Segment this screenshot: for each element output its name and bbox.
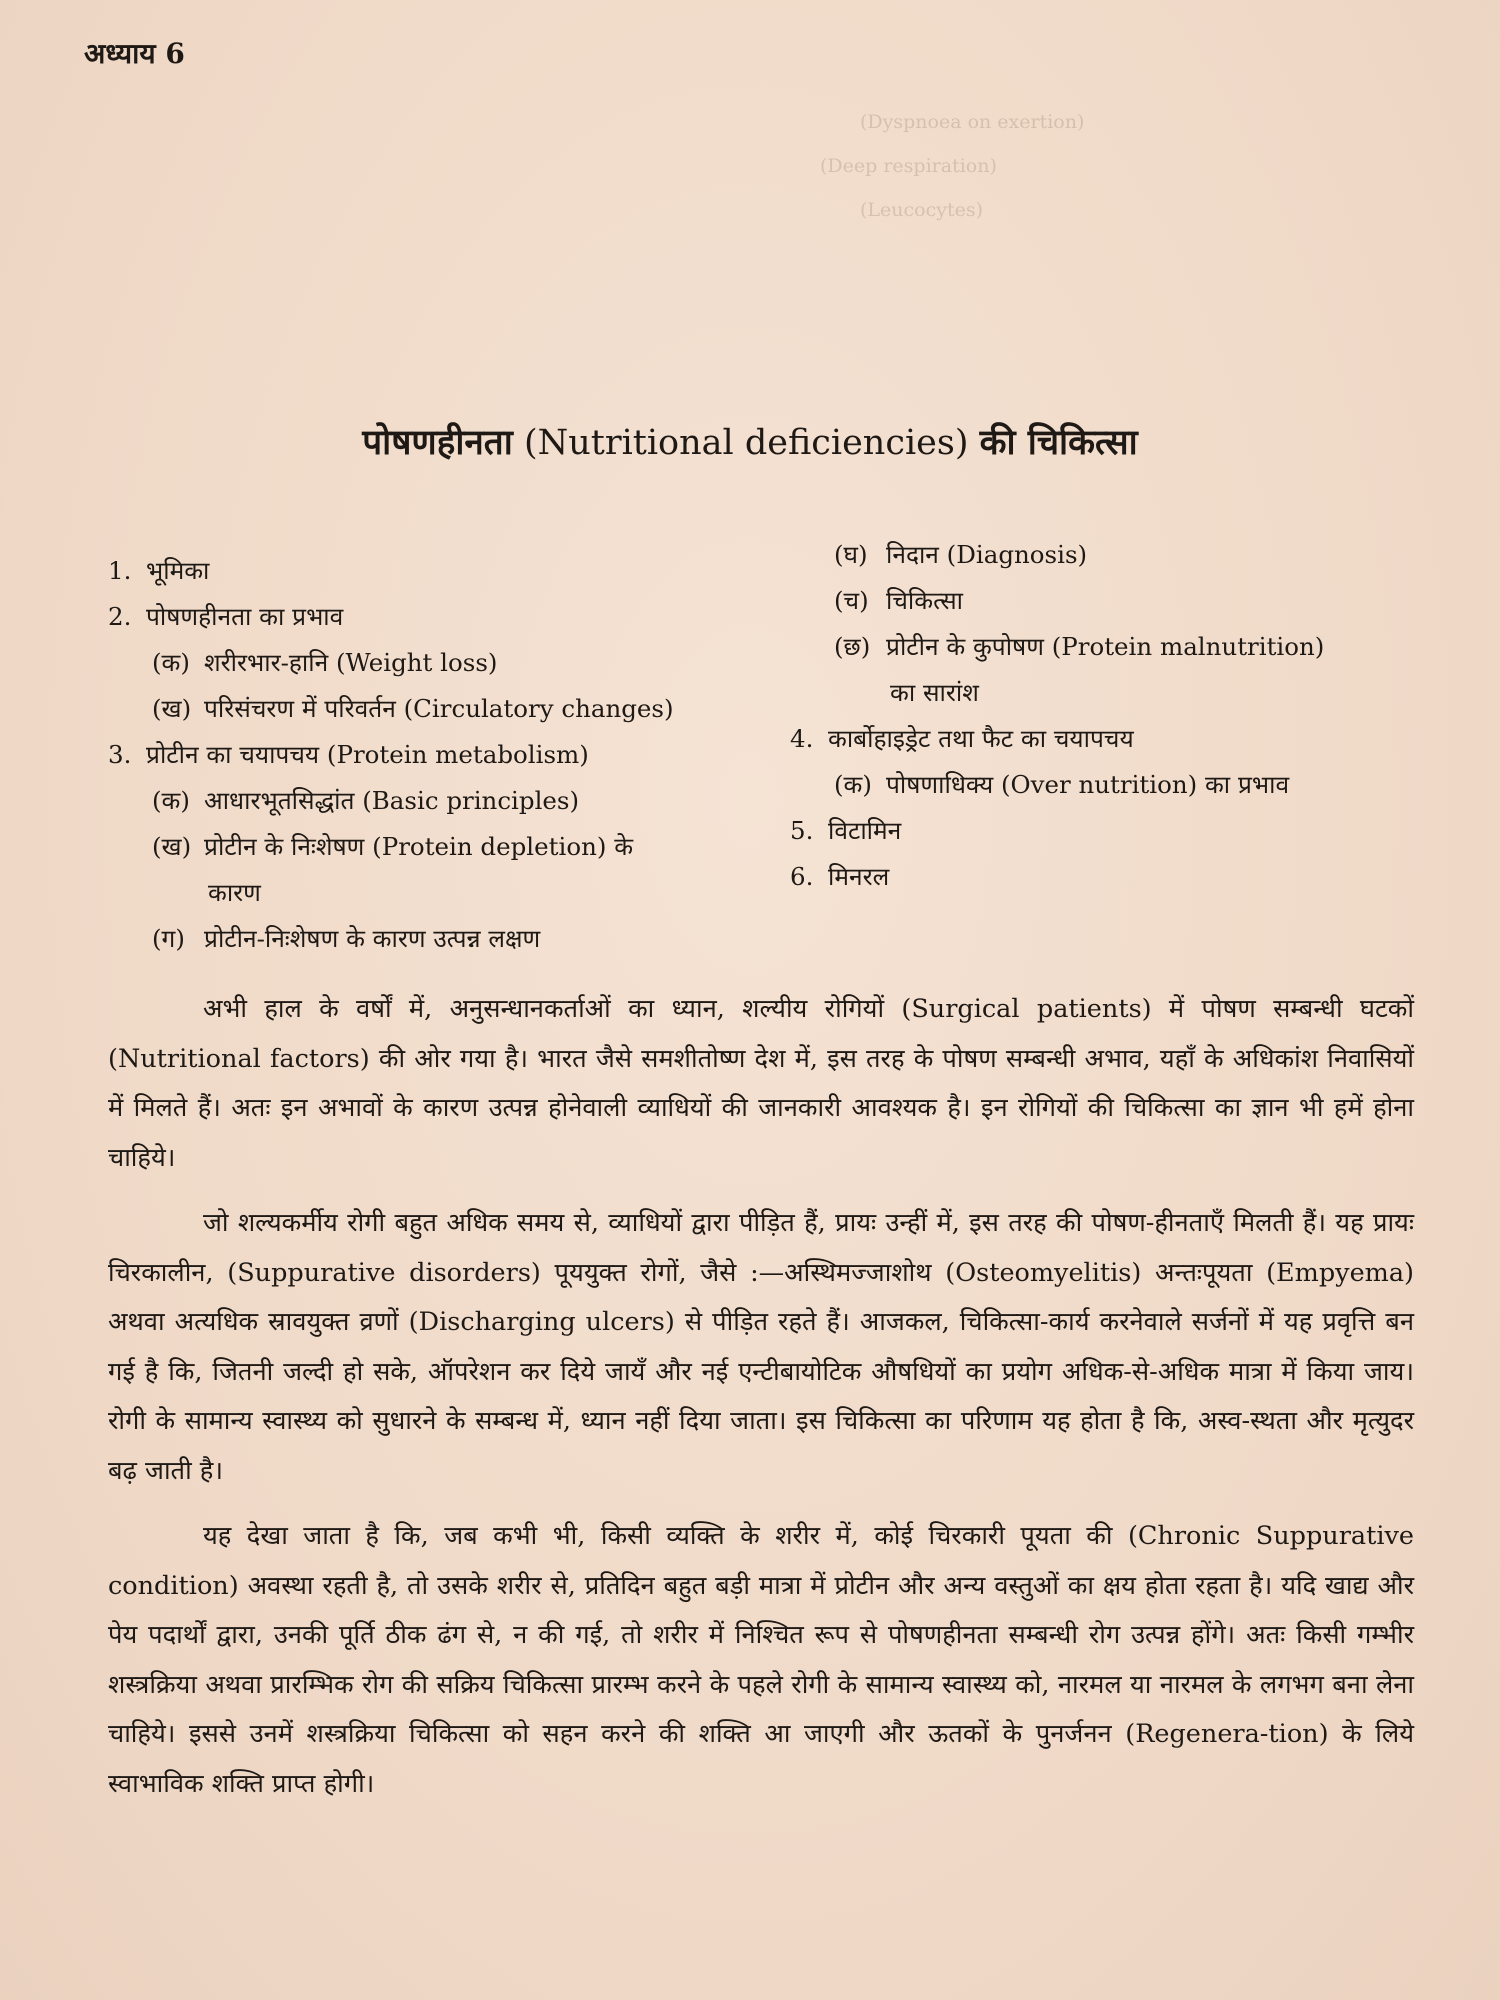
toc-marker: (क) (152, 786, 190, 815)
toc-text: कारण (208, 878, 261, 907)
toc-number: 3. (108, 740, 132, 769)
toc-text: विटामिन (828, 816, 902, 845)
toc-marker: (ख) (152, 694, 192, 723)
toc-marker: (छ) (834, 632, 871, 661)
paragraph: यह देखा जाता है कि, जब कभी भी, किसी व्यक्ति के शरीर में, कोई चिरकारी पूयता की (Chronic Suppurative condition) अवस्था रहती है, तो उसके शरीर से, प्रतिदिन बहुत बड़ी मात्रा में प्रोटीन और अन्य वस्तुओं का क्षय होता रहता है। यदि खाद्य और पेय पदार्थों द्वारा, उनकी पूर्ति ठीक ढंग से, न की गई, तो शरीर में निश्चित रूप से पोषणहीनता सम्बन्धी रोग उत्पन्न होंगे। अतः किसी गम्भीर शस्त्रक्रिया अथवा प्रारम्भिक रोग की सक्रिय चिकित्सा प्रारम्भ करने के पहले रोगी के सामान्य स्वास्थ्य को, नारमल या नारमल के लगभग बना लेना चाहिये। इससे उनमें शस्त्रक्रिया चिकित्सा को सहन करने की शक्ति आ जाएगी और ऊतकों के पुनर्जनन (Regenera-tion) के लिये स्वाभाविक शक्ति प्राप्त होगी। (108, 1521, 1414, 1799)
page-title (0, 418, 1500, 465)
toc-subitem (790, 762, 1440, 808)
toc-text: प्रोटीन के निःशेषण (Protein depletion) के (204, 832, 634, 861)
toc-marker: (च) (834, 586, 869, 615)
toc-continuation (108, 870, 768, 916)
toc-text: आधारभूतसिद्धांत (Basic principles) (204, 786, 580, 815)
toc-text: मिनरल (828, 862, 890, 891)
toc-text: भूमिका (146, 556, 210, 585)
title-hindi-lead: पोषणहीनता (362, 422, 513, 463)
toc-subitem (108, 824, 768, 870)
toc-item (790, 716, 1440, 762)
toc-text: प्रोटीन के कुपोषण (Protein malnutrition) (886, 632, 1325, 661)
toc-right-column (790, 532, 1440, 900)
toc-text: चिकित्सा (886, 586, 963, 615)
toc-item (790, 854, 1440, 900)
toc-subitem (108, 916, 768, 962)
toc-left-column (108, 548, 768, 962)
toc-subitem (790, 532, 1440, 578)
toc-text: निदान (Diagnosis) (886, 540, 1088, 569)
toc-item (108, 548, 768, 594)
toc-continuation (790, 670, 1440, 716)
toc-marker: (क) (152, 648, 190, 677)
toc-marker: (ख) (152, 832, 192, 861)
bleed-line: (Leucocytes) (860, 199, 984, 221)
paragraph: जो शल्यकर्मीय रोगी बहुत अधिक समय से, व्याधियों द्वारा पीड़ित हैं, प्रायः उन्हीं में, इस तरह की पोषण-हीनताएँ मिलती हैं। यह प्रायः चिरकालीन, (Suppurative disorders) पूययुक्त रोगों, जैसे :—अस्थिमज्जाशोथ (Osteomyelitis) अन्तःपूयता (Empyema) अथवा अत्यधिक स्रावयुक्त व्रणों (Discharging ulcers) से पीड़ित रहते हैं। आजकल, चिकित्सा-कार्य करनेवाले सर्जनों में यह प्रवृत्ति बन गई है कि, जितनी जल्दी हो सके, ऑपरेशन कर दिये जायँ और नई एन्टीबायोटिक औषधियों का प्रयोग अधिक-से-अधिक मात्रा में किया जाय। रोगी के सामान्य स्वास्थ्य को सुधारने के सम्बन्ध में, ध्यान नहीं दिया जाता। इस चिकित्सा का परिणाम यह होता है कि, अस्व-स्थता और मृत्युदर बढ़ जाती है। (108, 1208, 1414, 1486)
toc-text: का सारांश (890, 678, 979, 707)
toc-text: पोषणहीनता का प्रभाव (146, 602, 344, 631)
bleed-through-text (300, 100, 1430, 232)
toc-subitem (790, 578, 1440, 624)
title-hindi-tail: की चिकित्सा (979, 422, 1138, 463)
bleed-line: (Dyspnoea on exertion) (860, 111, 1085, 133)
toc-marker: (क) (834, 770, 872, 799)
toc-item (790, 808, 1440, 854)
toc-marker: (घ) (834, 540, 868, 569)
toc-subitem (108, 686, 768, 732)
toc-marker: (ग) (152, 924, 185, 953)
toc-number: 6. (790, 862, 814, 891)
bleed-line: (Deep respiration) (820, 155, 997, 177)
toc-text: शरीरभार-हानि (Weight loss) (204, 648, 498, 677)
paragraph: अभी हाल के वर्षों में, अनुसन्धानकर्ताओं का ध्यान, शल्यीय रोगियों (Surgical patients) में पोषण सम्बन्धी घटकों (Nutritional factors) की ओर गया है। भारत जैसे समशीतोष्ण देश में, इस तरह के पोषण सम्बन्धी अभाव, यहाँ के अधिकांश निवासियों में मिलते हैं। अतः इन अभावों के कारण उत्पन्न होनेवाली व्याधियों की जानकारी आवश्यक है। इन रोगियों की चिकित्सा का ज्ञान भी हमें होना चाहिये। (108, 994, 1414, 1173)
toc-item (108, 594, 768, 640)
toc-number: 2. (108, 602, 132, 631)
toc-number: 5. (790, 816, 814, 845)
toc-text: परिसंचरण में परिवर्तन (Circulatory changes) (204, 694, 674, 723)
body-text (108, 985, 1414, 1825)
toc-subitem (108, 640, 768, 686)
toc-number: 1. (108, 556, 132, 585)
chapter-header: अध्याय 6 (84, 37, 185, 70)
toc-text: कार्बोहाइड्रेट तथा फैट का चयापचय (828, 724, 1134, 753)
toc-text: प्रोटीन-निःशेषण के कारण उत्पन्न लक्षण (204, 924, 541, 953)
toc-subitem (790, 624, 1440, 670)
title-english: (Nutritional deficiencies) (523, 423, 969, 463)
toc-text: प्रोटीन का चयापचय (Protein metabolism) (146, 740, 589, 769)
toc-subitem (108, 778, 768, 824)
toc-number: 4. (790, 724, 814, 753)
toc-text: पोषणाधिक्य (Over nutrition) का प्रभाव (886, 770, 1290, 799)
toc-item (108, 732, 768, 778)
